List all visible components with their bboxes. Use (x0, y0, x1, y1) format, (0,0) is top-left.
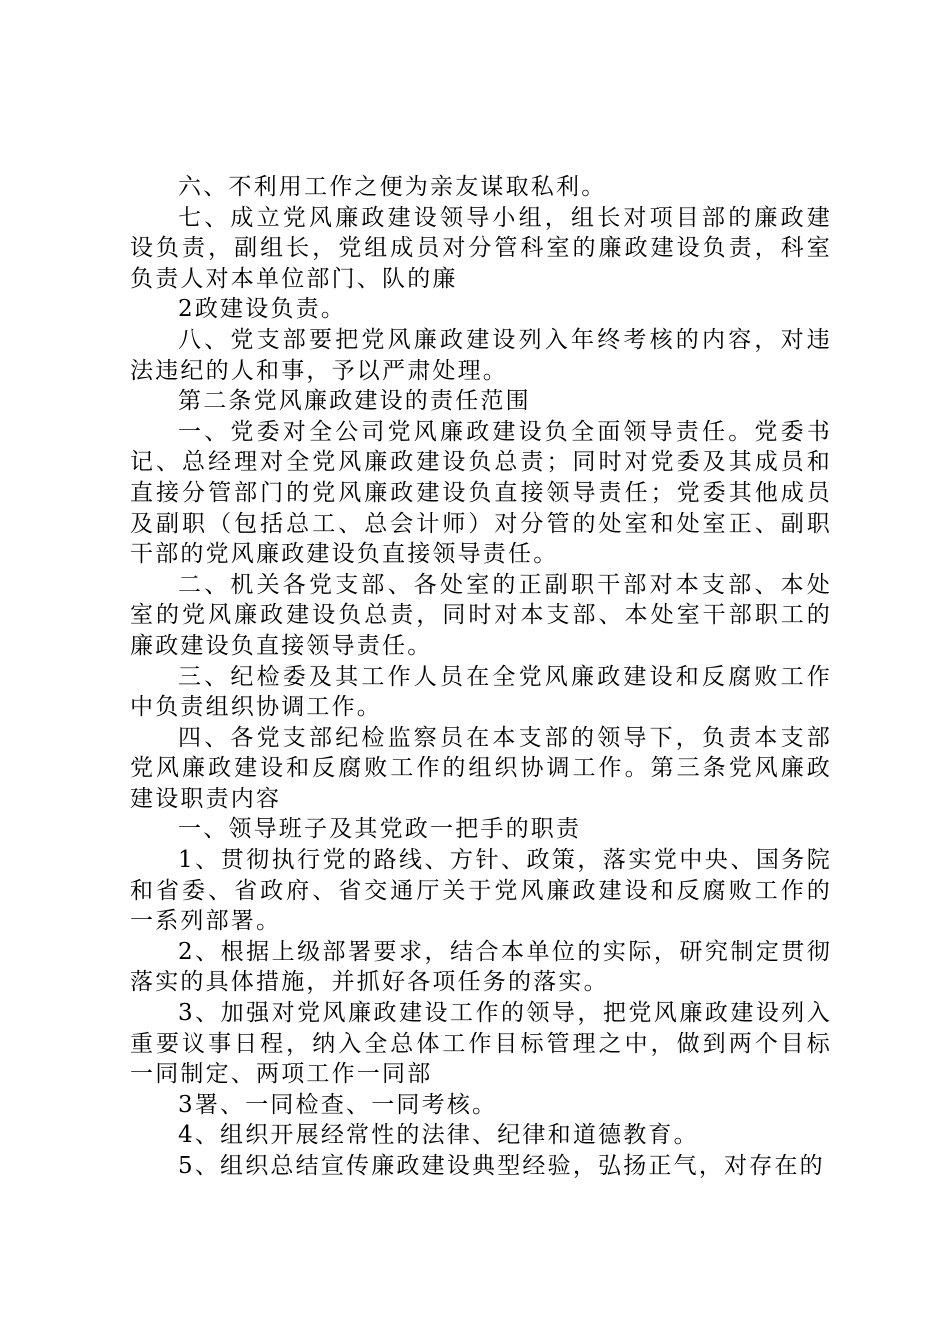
subheading-leadership: 一、领导班子及其党政一把手的职责 (178, 816, 582, 843)
paragraph-14: 3署、一同检查、一同考核。 (178, 1091, 498, 1118)
document-body (130, 172, 832, 1182)
paragraph-13: 3、加强对党风廉政建设工作的领导，把党风廉政建设列入重要议事日程，纳入全总体工作目标管理之中，做到两个目标一同制定、两项工作一同部 (130, 1000, 832, 1088)
paragraph-8: 三、纪检委及其工作人员在全党风廉政建设和反腐败工作中负责组织协调工作。 (130, 663, 832, 721)
paragraph-4: 八、党支部要把党风廉政建设列入年终考核的内容，对违法违纪的人和事，予以严肃处理。 (130, 326, 832, 384)
paragraph-1: 六、不利用工作之便为亲友谋取私利。 (178, 174, 607, 200)
paragraph-7: 二、机关各党支部、各处室的正副职干部对本支部、本处室的党风廉政建设负总责，同时对本支部、本处室干部职工的廉政建设负直接领导责任。 (130, 571, 832, 659)
paragraph-16: 5、组织总结宣传廉政建设典型经验，弘扬正气，对存在的 (178, 1153, 825, 1179)
paragraph-15: 4、组织开展经常性的法律、纪律和道德教育。 (178, 1122, 699, 1149)
paragraph-11: 1、贯彻执行党的路线、方针、政策，落实党中央、国务院和省委、省政府、省交通厅关于党风廉政建设和反腐败工作的一系列部署。 (130, 847, 832, 935)
section-heading-2: 第二条党风廉政建设的责任范围 (178, 388, 531, 415)
paragraph-3: 2政建设负责。 (178, 296, 347, 323)
paragraph-12: 2、根据上级部署要求，结合本单位的实际，研究制定贯彻落实的具体措施，并抓好各项任务的落实。 (130, 938, 832, 996)
paragraph-6: 一、党委对全公司党风廉政建设负全面领导责任。党委书记、总经理对全党风廉政建设负总责；同时对党委及其成员和直接分管部门的党风廉政建设负直接领导责任；党委其他成员及副职（包括总工、总会计师）对分管的处室和处室正、副职干部的党风廉政建设负直接领导责任。 (130, 418, 832, 568)
paragraph-2: 七、成立党风廉政建设领导小组，组长对项目部的廉政建设负责，副组长，党组成员对分管科室的廉政建设负责，科室负责人对本单位部门、队的廉 (130, 204, 832, 292)
paragraph-9: 四、各党支部纪检监察员在本支部的领导下，负责本支部党风廉政建设和反腐败工作的组织协调工作。第三条党风廉政建设职责内容 (130, 724, 832, 812)
